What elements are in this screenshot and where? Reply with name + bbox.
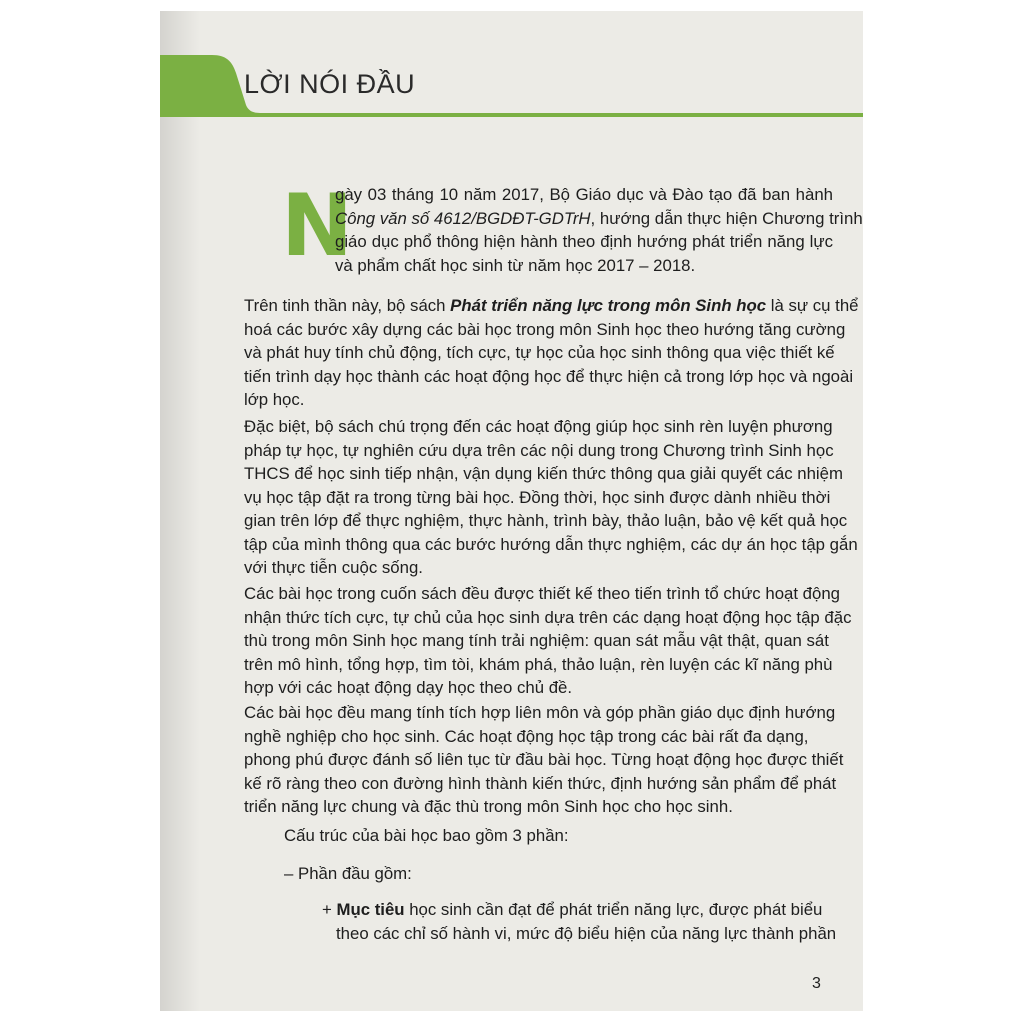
para2-line4: tiến trình dạy học thành các hoạt động học để thực hiện cả trong lớp học và ngoài bbox=[244, 366, 854, 386]
para1-line2-rest: , hướng dẫn thực hiện Chương trình bbox=[590, 208, 863, 228]
paragraph-5 bbox=[244, 701, 844, 819]
page-number: 3 bbox=[812, 975, 821, 992]
paragraph-2 bbox=[244, 294, 859, 412]
para4-line3: thù trong môn Sinh học mang tính trải nghiệm: quan sát mẫu vật thật, quan sát bbox=[244, 631, 829, 650]
dropcap-text: N bbox=[281, 176, 353, 276]
para3-line4: vụ học tập đặt ra trong từng bài học. Đồng thời, học sinh được dành nhiều thời bbox=[244, 487, 831, 507]
bullet-line2: theo các chỉ số hành vi, mức độ biểu hiện của năng lực thành phần bbox=[336, 923, 837, 943]
structure-bullet bbox=[322, 898, 837, 945]
structure-intro: Cấu trúc của bài học bao gồm 3 phần: bbox=[284, 826, 569, 845]
bullet-keyword: Mục tiêu bbox=[336, 900, 405, 919]
paragraph-4 bbox=[244, 582, 852, 700]
para5-line2: nghề nghiệp cho học sinh. Các hoạt động học tập trong các bài rất đa dạng, bbox=[244, 726, 809, 746]
para1-reference: Công văn số 4612/BGDĐT-GDTrH bbox=[335, 208, 591, 228]
para4-line5: hợp với các hoạt động dạy học theo chủ đề. bbox=[244, 678, 573, 697]
para3-line2: pháp tự học, tự nghiên cứu dựa trên các nội dung trong Chương trình Sinh học bbox=[244, 440, 834, 460]
structure-part1: – Phần đầu gồm: bbox=[284, 864, 412, 883]
para2-line5: lớp học. bbox=[244, 390, 305, 409]
book-title: Phát triển năng lực trong môn Sinh học bbox=[450, 296, 767, 315]
para3-line7: với thực tiễn cuộc sống. bbox=[244, 558, 423, 577]
para3-line1: Đặc biệt, bộ sách chú trọng đến các hoạt động giúp học sinh rèn luyện phương bbox=[244, 417, 833, 436]
para2-line1: Trên tinh thần này, bộ sách Phát triển năng lực trong môn Sinh học là sự cụ thể bbox=[244, 296, 859, 315]
para4-line2: nhận thức tích cực, tự chủ của học sinh dựa trên các dạng hoạt động học tập đặc bbox=[244, 607, 852, 627]
bullet-rest: học sinh cần đạt để phát triển năng lực, được phát biểu bbox=[404, 900, 823, 919]
para5-line4: kế rõ ràng theo con đường hình thành kiến thức, định hướng sản phẩm để phát bbox=[244, 773, 837, 793]
dropcap-letter bbox=[281, 176, 353, 276]
para3-line3: THCS để học sinh tiếp nhận, vận dụng kiến thức thông qua giải quyết các nhiệm bbox=[244, 464, 843, 483]
para2-line3: và phát huy tính chủ động, tích cực, tự học của học sinh thông qua việc thiết kế bbox=[244, 343, 835, 362]
para1-line2 bbox=[335, 207, 863, 231]
bullet-line1 bbox=[322, 898, 823, 922]
page-shadow bbox=[160, 11, 200, 1011]
para2-line2: hoá các bước xây dựng các bài học trong môn Sinh học theo hướng tăng cường bbox=[244, 319, 846, 339]
para5-line1: Các bài học đều mang tính tích hợp liên môn và góp phần giáo dục định hướng bbox=[244, 703, 836, 722]
para1-line3: giáo dục phổ thông hiện hành theo định hướng phát triển năng lực bbox=[335, 232, 833, 251]
para4-line1: Các bài học trong cuốn sách đều được thiết kế theo tiến trình tổ chức hoạt động bbox=[244, 584, 841, 603]
para5-line3: phong phú được đánh số liên tục từ đầu bài học. Từng hoạt động học được thiết bbox=[244, 750, 844, 769]
para3-line5: gian trên lớp để thực nghiệm, thực hành, trình bày, thảo luận, bảo vệ kết quả học bbox=[244, 511, 848, 530]
book-page bbox=[160, 11, 863, 1011]
para1-line1: gày 03 tháng 10 năm 2017, Bộ Giáo dục và Đào tạo đã ban hành bbox=[335, 185, 833, 204]
para1-line4: và phẩm chất học sinh từ năm học 2017 – 2018. bbox=[335, 255, 696, 275]
paragraph-3 bbox=[244, 415, 858, 580]
para3-line6: tập của mình thông qua các bước hướng dẫn thực nghiệm, các dự án học tập gắn bbox=[244, 534, 858, 554]
para5-line5: triển năng lực chung và đặc thù trong môn Sinh học cho học sinh. bbox=[244, 797, 733, 816]
bullet-sign: + bbox=[322, 900, 332, 919]
page-title: LỜI NÓI ĐẦU bbox=[244, 69, 416, 99]
paragraph-1 bbox=[335, 183, 863, 277]
para4-line4: trên mô hình, tổng hợp, tìm tòi, khám phá, thảo luận, rèn luyện các kĩ năng phù bbox=[244, 654, 833, 674]
